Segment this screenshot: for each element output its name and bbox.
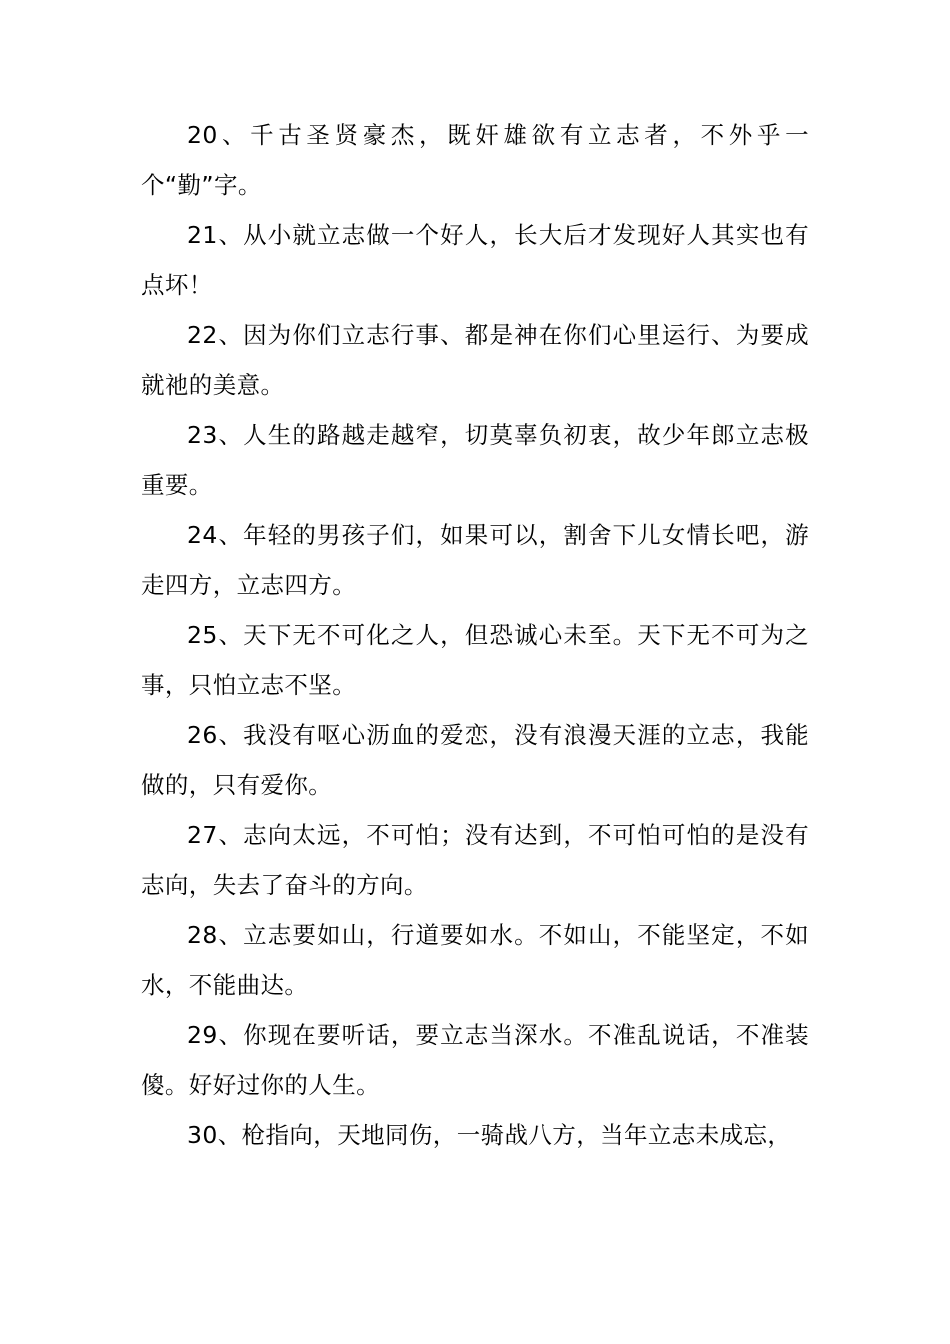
paragraph-29: 29、你现在要听话，要立志当深水。不准乱说话，不准装傻。好好过你的人生。 bbox=[141, 1021, 809, 1099]
paragraph-30: 30、枪指向，天地同伤，一骑战八方，当年立志未成忘， bbox=[187, 1121, 792, 1149]
paragraph-22: 22、因为你们立志行事、都是神在你们心里运行、为要成就祂的美意。 bbox=[141, 321, 809, 399]
document-body bbox=[141, 110, 809, 1160]
paragraph-28: 28、立志要如山，行道要如水。不如山，不能坚定，不如水，不能曲达。 bbox=[141, 921, 809, 999]
paragraph-23: 23、人生的路越走越窄，切莫辜负初衷，故少年郎立志极重要。 bbox=[141, 421, 809, 499]
paragraph-27: 27、志向太远，不可怕；没有达到，不可怕可怕的是没有志向，失去了奋斗的方向。 bbox=[141, 821, 809, 899]
paragraph-26: 26、我没有呕心沥血的爱恋，没有浪漫天涯的立志，我能做的，只有爱你。 bbox=[141, 721, 809, 799]
paragraph-24: 24、年轻的男孩子们，如果可以，割舍下儿女情长吧，游走四方，立志四方。 bbox=[141, 521, 809, 599]
paragraph-25: 25、天下无不可化之人，但恐诚心未至。天下无不可为之事，只怕立志不坚。 bbox=[141, 621, 809, 699]
paragraph-21: 21、从小就立志做一个好人，长大后才发现好人其实也有点坏！ bbox=[141, 221, 809, 299]
paragraph-20: 20、千古圣贤豪杰，既奸雄欲有立志者，不外乎一个“勤”字。 bbox=[141, 121, 809, 199]
